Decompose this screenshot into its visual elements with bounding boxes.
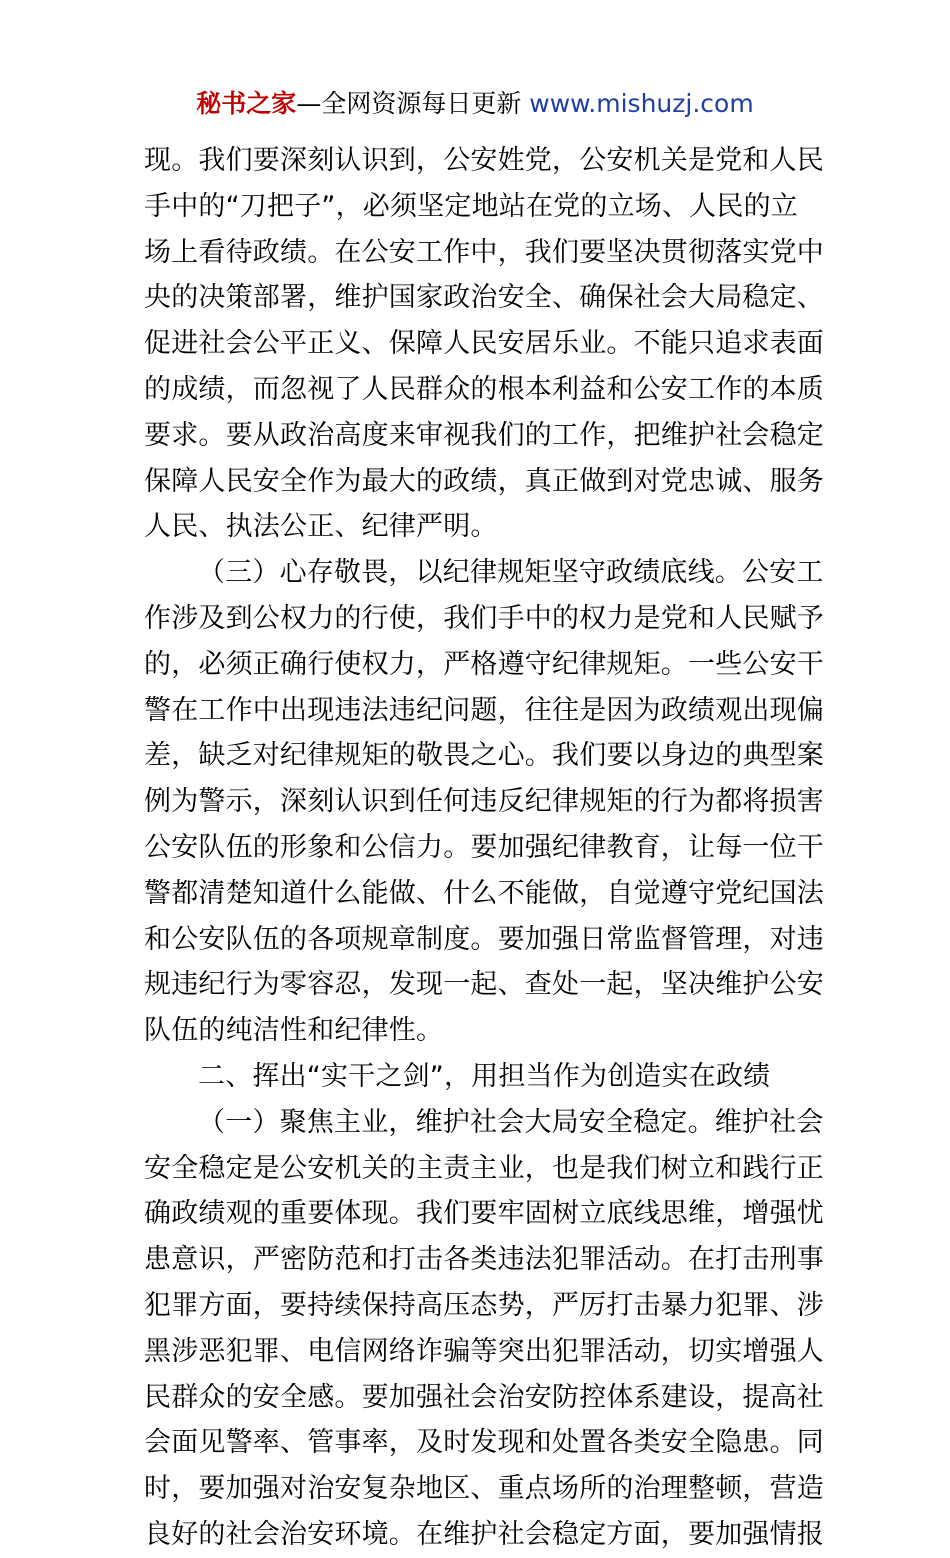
text-line: 民群众的安全感。要加强社会治安防控体系建设，提高社 [144,1381,824,1413]
text-line: 警在工作中出现违法违纪问题，往往是因为政绩观出现偏 [144,694,824,726]
text-line: 会面见警率、管事率，及时发现和处置各类安全隐患。同 [144,1427,824,1459]
text-line: 保障人民安全作为最大的政绩，真正做到对党忠诚、服务 [144,465,824,497]
text-line: 黑涉恶犯罪、电信网络诈骗等突出犯罪活动，切实增强人 [144,1335,824,1367]
document-body [144,138,824,1558]
section-heading-line: （一）聚焦主业，维护社会大局安全稳定。维护社会 [198,1106,824,1138]
text-line: 场上看待政绩。在公安工作中，我们要坚决贯彻落实党中 [144,236,824,268]
text-line: 确政绩观的重要体现。我们要牢固树立底线思维，增强忧 [144,1198,824,1230]
text-line: 队伍的纯洁性和纪律性。 [144,1015,444,1047]
text-line: 时，要加强对治安复杂地区、重点场所的治理整顿，营造 [144,1473,824,1505]
text-line: 患意识，严密防范和打击各类违法犯罪活动。在打击刑事 [144,1244,824,1276]
text-line: 现。我们要深刻认识到，公安姓党，公安机关是党和人民 [144,145,824,176]
text-line: 规违纪行为零容忍，发现一起、查处一起，坚决维护公安 [144,969,824,1001]
text-line: 央的决策部署，维护国家政治安全、确保社会大局稳定、 [144,282,824,314]
text-line: 要求。要从政治高度来审视我们的工作，把维护社会稳定 [144,419,824,451]
site-url-link[interactable]: www.mishuzj.com [529,89,754,118]
text-line: 作涉及到公权力的行使，我们手中的权力是党和人民赋予 [144,602,824,634]
section-heading-line: （三）心存敬畏，以纪律规矩坚守政绩底线。公安工 [198,557,824,589]
text-line: 犯罪方面，要持续保持高压态势，严厉打击暴力犯罪、涉 [144,1289,824,1321]
text-line: 良好的社会治安环境。在维护社会稳定方面，要加强情报 [144,1518,824,1550]
text-line: 公安队伍的形象和公信力。要加强纪律教育，让每一位干 [144,831,824,863]
text-line: 手中的“刀把子”，必须坚定地站在党的立场、人民的立 [144,190,798,222]
text-line: 例为警示，深刻认识到任何违反纪律规矩的行为都将损害 [144,786,824,818]
site-header [0,86,950,122]
text-line: 和公安队伍的各项规章制度。要加强日常监督管理，对违 [144,923,824,955]
text-line: 的成绩，而忽视了人民群众的根本利益和公安工作的本质 [144,373,824,405]
text-line: 安全稳定是公安机关的主责主业，也是我们树立和践行正 [144,1152,824,1184]
chapter-heading: 二、挥出“实干之剑”，用担当作为创造实在政绩 [198,1060,771,1092]
header-tagline: —全网资源每日更新 [296,89,530,118]
text-line: 人民、执法公正、纪律严明。 [144,511,498,543]
text-line: 警都清楚知道什么能做、什么不能做，自觉遵守党纪国法 [144,877,824,909]
brand-name: 秘书之家 [196,89,297,118]
text-line: 的，必须正确行使权力，严格遵守纪律规矩。一些公安干 [144,648,824,680]
text-line: 促进社会公平正义、保障人民安居乐业。不能只追求表面 [144,328,824,360]
text-line: 差，缺乏对纪律规矩的敬畏之心。我们要以身边的典型案 [144,740,824,772]
